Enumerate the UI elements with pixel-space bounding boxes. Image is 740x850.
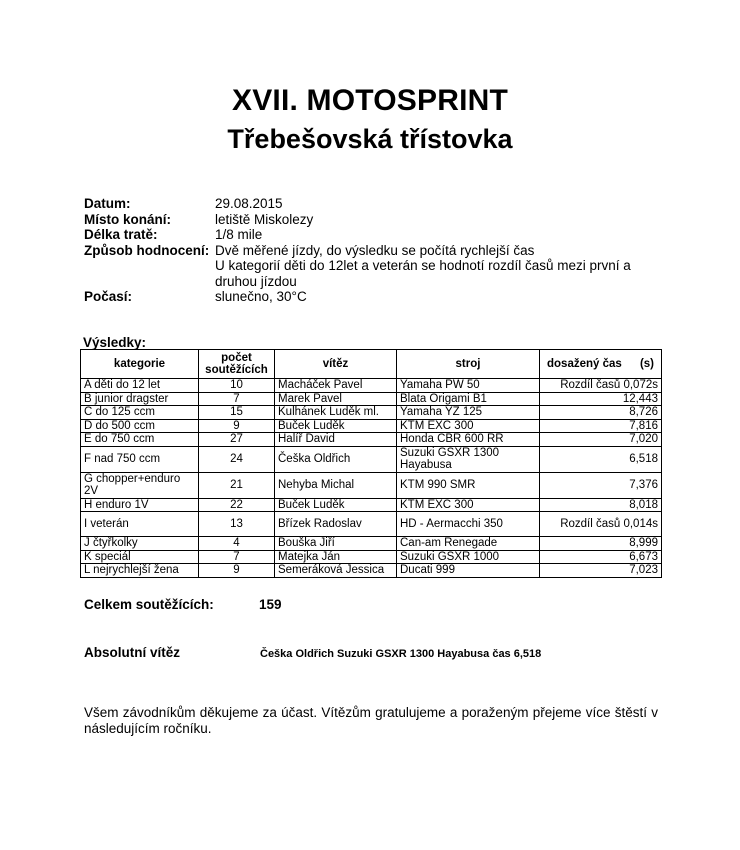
cell-time: 7,376 <box>540 472 662 498</box>
cell-count: 27 <box>199 433 275 447</box>
cell-time: 8,018 <box>540 498 662 512</box>
cell-category: F nad 750 ccm <box>81 446 199 472</box>
table-header-row <box>81 350 662 379</box>
cell-machine: KTM EXC 300 <box>397 419 540 433</box>
cell-time: 8,999 <box>540 537 662 551</box>
results-table <box>80 349 662 578</box>
cell-count: 15 <box>199 406 275 420</box>
info-value: 1/8 mile <box>215 227 263 242</box>
table-row <box>81 550 662 564</box>
cell-time: Rozdíl časů 0,014s <box>540 512 662 537</box>
table-row <box>81 419 662 433</box>
table-row <box>81 498 662 512</box>
page-title: XVII. MOTOSPRINT <box>231 84 508 117</box>
info-row-venue <box>84 212 664 228</box>
cell-count: 7 <box>199 550 275 564</box>
cell-machine: Blata Origami B1 <box>397 392 540 406</box>
cell-count: 24 <box>199 446 275 472</box>
cell-machine: Can-am Renegade <box>397 537 540 551</box>
results-body <box>81 379 662 578</box>
info-row-length <box>84 227 664 243</box>
table-row <box>81 433 662 447</box>
cell-machine: KTM EXC 300 <box>397 498 540 512</box>
header-machine: stroj <box>397 350 540 379</box>
cell-winner: Marek Pavel <box>275 392 397 406</box>
info-label: Způsob hodnocení: <box>84 242 210 258</box>
cell-winner: Macháček Pavel <box>275 379 397 393</box>
cell-machine: KTM 990 SMR <box>397 472 540 498</box>
header-time-label: dosažený čas <box>547 357 622 370</box>
cell-count: 7 <box>199 392 275 406</box>
info-value: 29.08.2015 <box>215 196 283 211</box>
cell-time: 6,673 <box>540 550 662 564</box>
page-subtitle: Třebešovská třístovka <box>227 124 513 154</box>
cell-count: 9 <box>199 564 275 578</box>
cell-machine: Suzuki GSXR 1300 Hayabusa <box>397 446 540 472</box>
cell-time: Rozdíl časů 0,072s <box>540 379 662 393</box>
info-row-date <box>84 196 664 212</box>
cell-winner: Semeráková Jessica <box>275 564 397 578</box>
info-row-weather <box>84 289 664 305</box>
total-participants <box>84 597 282 612</box>
cell-category: A děti do 12 let <box>81 379 199 393</box>
info-label <box>84 258 215 289</box>
cell-machine: Yamaha PW 50 <box>397 379 540 393</box>
results-heading: Výsledky: <box>83 335 147 350</box>
header-count: počet soutěžících <box>199 350 275 379</box>
info-value: slunečno, 30°C <box>215 289 307 304</box>
cell-time: 6,518 <box>540 446 662 472</box>
cell-time: 7,020 <box>540 433 662 447</box>
closing-note: Všem závodníkům děkujeme za účast. Vítězům gratulujeme a poraženým přejeme více štěstí v následujícím ročníku. <box>84 705 658 736</box>
info-row-scoring <box>84 243 664 259</box>
cell-winner: Kulhánek Luděk ml. <box>275 406 397 420</box>
info-label: Místo konání: <box>84 211 171 227</box>
info-value: U kategorií děti do 12let a veterán se hodnotí rozdíl časů mezi první a druhou jízdou <box>215 258 631 289</box>
cell-category: G chopper+enduro 2V <box>81 472 199 498</box>
cell-winner: Halíř David <box>275 433 397 447</box>
info-label: Délka tratě: <box>84 227 158 242</box>
info-row-scoring-note <box>84 258 664 289</box>
table-row <box>81 406 662 420</box>
cell-machine: Honda CBR 600 RR <box>397 433 540 447</box>
cell-category: D do 500 ccm <box>81 419 199 433</box>
info-value: Dvě měřené jízdy, do výsledku se počítá rychlejší čas <box>215 242 535 258</box>
cell-count: 21 <box>199 472 275 498</box>
cell-count: 22 <box>199 498 275 512</box>
absolute-winner-value: Češka Oldřich Suzuki GSXR 1300 Hayabusa čas 6,518 <box>260 648 542 660</box>
info-label: Počasí: <box>84 289 133 304</box>
cell-winner: Matejka Ján <box>275 550 397 564</box>
header-category: kategorie <box>81 350 199 379</box>
table-row <box>81 379 662 393</box>
table-row <box>81 537 662 551</box>
cell-count: 9 <box>199 419 275 433</box>
cell-time: 7,023 <box>540 564 662 578</box>
cell-time: 7,816 <box>540 419 662 433</box>
cell-winner: Češka Oldřich <box>275 446 397 472</box>
cell-machine: HD - Aermacchi 350 <box>397 512 540 537</box>
info-value: letiště Miskolezy <box>215 211 314 227</box>
cell-category: I veterán <box>81 512 199 537</box>
absolute-winner-label: Absolutní vítěz <box>84 645 181 660</box>
cell-machine: Suzuki GSXR 1000 <box>397 550 540 564</box>
cell-category: B junior dragster <box>81 392 199 406</box>
cell-category: J čtyřkolky <box>81 537 199 551</box>
header-time <box>540 350 662 379</box>
cell-category: L nejrychlejší žena <box>81 564 199 578</box>
table-row <box>81 392 662 406</box>
cell-winner: Břízek Radoslav <box>275 512 397 537</box>
total-label: Celkem soutěžících: <box>84 597 214 612</box>
cell-winner: Buček Luděk <box>275 498 397 512</box>
cell-category: C do 125 ccm <box>81 406 199 420</box>
header-winner: vítěz <box>275 350 397 379</box>
cell-winner: Bouška Jiří <box>275 537 397 551</box>
cell-category: H enduro 1V <box>81 498 199 512</box>
cell-category: K speciál <box>81 550 199 564</box>
event-info <box>84 196 664 305</box>
cell-category: E do 750 ccm <box>81 433 199 447</box>
cell-winner: Buček Luděk <box>275 419 397 433</box>
table-row <box>81 472 662 498</box>
cell-count: 13 <box>199 512 275 537</box>
cell-machine: Ducati 999 <box>397 564 540 578</box>
cell-machine: Yamaha YZ 125 <box>397 406 540 420</box>
table-row <box>81 564 662 578</box>
cell-count: 4 <box>199 537 275 551</box>
cell-winner: Nehyba Michal <box>275 472 397 498</box>
table-row <box>81 446 662 472</box>
header-time-unit: (s) <box>639 357 654 370</box>
table-row <box>81 512 662 537</box>
total-value: 159 <box>259 597 282 612</box>
cell-time: 12,443 <box>540 392 662 406</box>
cell-time: 8,726 <box>540 406 662 420</box>
cell-count: 10 <box>199 379 275 393</box>
info-label: Datum: <box>84 196 131 211</box>
